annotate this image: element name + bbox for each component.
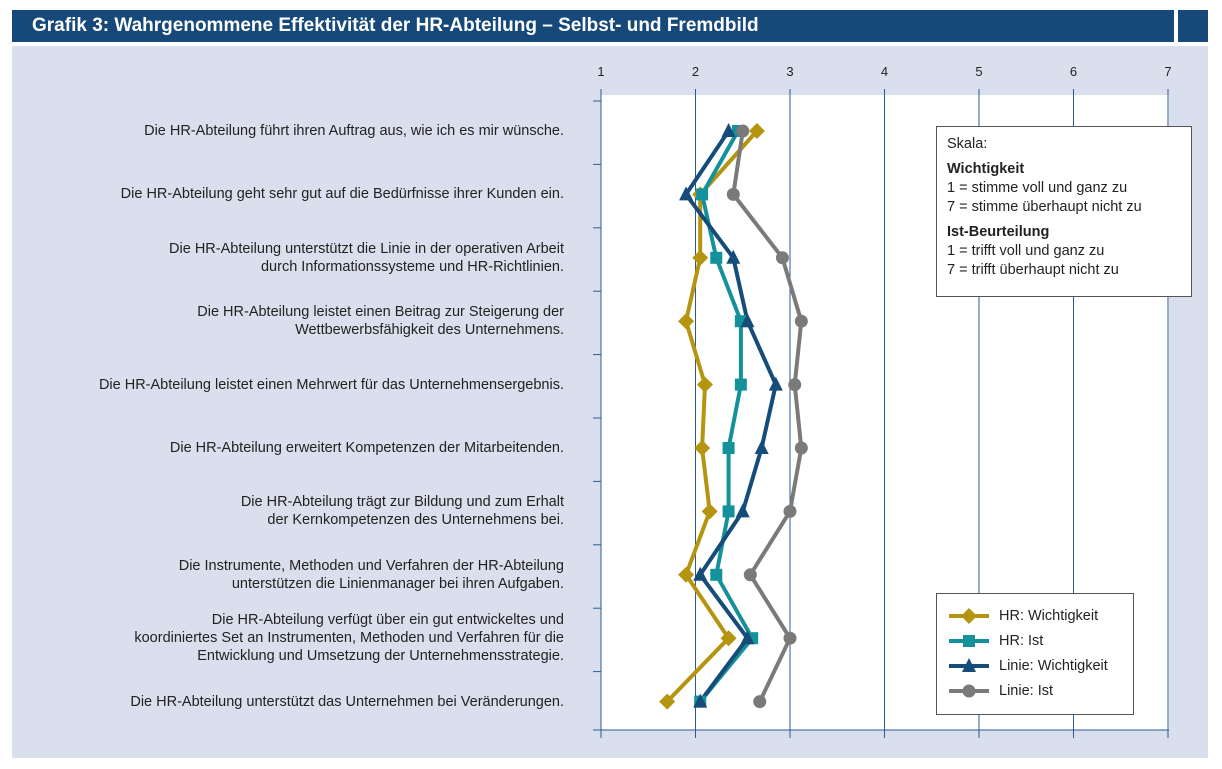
legend-swatch-marker <box>963 685 976 698</box>
x-tick-label: 4 <box>880 64 889 79</box>
scale-actual-line1: 1 = trifft voll und ganz zu <box>947 243 1105 259</box>
data-point <box>702 503 718 519</box>
data-point <box>697 377 713 393</box>
legend-swatch <box>947 631 991 651</box>
legend-swatch <box>947 606 991 626</box>
chart-legend <box>936 593 1134 715</box>
data-point <box>744 568 757 581</box>
data-point <box>735 379 747 391</box>
category-label-line: Die Instrumente, Methoden und Verfahren der HR-Abteilung <box>178 557 564 574</box>
category-label-line: Wettbewerbsfähigkeit des Unternehmens. <box>295 322 564 339</box>
x-tick-label: 1 <box>597 64 605 79</box>
data-point <box>692 250 708 266</box>
legend-swatch <box>947 656 991 676</box>
category-label-line: Entwicklung und Umsetzung der Unternehmensstrategie. <box>197 648 564 665</box>
data-point <box>696 188 708 200</box>
legend-label: HR: Ist <box>999 633 1044 649</box>
legend-label: Linie: Ist <box>999 683 1053 699</box>
category-label-line: Die HR-Abteilung geht sehr gut auf die Bedürfnisse ihrer Kunden ein. <box>120 186 564 203</box>
category-label-line: unterstützen die Linienmanager bei ihren Aufgaben. <box>231 575 564 592</box>
data-point <box>784 632 797 645</box>
scale-importance-heading: Wichtigkeit <box>947 161 1025 177</box>
category-label-line: Die HR-Abteilung führt ihren Auftrag aus, wie ich es mir wünsche. <box>144 123 564 139</box>
data-point <box>723 442 735 454</box>
scale-importance-line2: 7 = stimme überhaupt nicht zu <box>947 199 1142 215</box>
data-point <box>736 125 749 138</box>
category-label-line: Die HR-Abteilung unterstützt die Linie in der operativen Arbeit <box>169 240 564 257</box>
legend-swatch <box>947 681 991 701</box>
x-tick-label: 5 <box>975 64 983 79</box>
x-tick-label: 3 <box>786 64 794 79</box>
legend-swatch-marker <box>963 635 975 647</box>
data-point <box>769 377 783 391</box>
category-label-line: Die HR-Abteilung leistet einen Beitrag zur Steigerung der <box>197 304 564 321</box>
data-point <box>710 569 722 581</box>
category-label-line: Die HR-Abteilung erweitert Kompetenzen der Mitarbeitenden. <box>169 440 564 456</box>
data-point <box>727 188 740 201</box>
scale-title: Skala: <box>947 136 988 152</box>
legend-item <box>947 679 1053 703</box>
data-point <box>694 440 710 456</box>
data-point <box>795 315 808 328</box>
scale-box <box>936 126 1192 297</box>
data-point <box>776 251 789 264</box>
category-label-line: der Kernkompetenzen des Unternehmens bei. <box>267 512 564 529</box>
x-tick-label: 2 <box>691 64 700 79</box>
legend-swatch-marker <box>961 608 977 624</box>
category-label-line: koordiniertes Set an Instrumenten, Methoden und Verfahren für die <box>134 630 564 647</box>
legend-label: HR: Wichtigkeit <box>999 608 1099 624</box>
scale-actual-line2: 7 = trifft überhaupt nicht zu <box>947 262 1119 278</box>
scale-actual-heading: Ist-Beurteilung <box>947 224 1050 240</box>
category-label-line: Die HR-Abteilung unterstützt das Unternehmen bei Veränderungen. <box>130 693 564 710</box>
x-tick-label: 6 <box>1069 64 1078 79</box>
data-point <box>723 505 735 517</box>
data-point <box>736 503 750 517</box>
chart-title: Grafik 3: Wahrgenommene Effektivität der HR-Abteilung – Selbst- und Fremdbild <box>32 15 759 36</box>
category-label-line: Die HR-Abteilung verfügt über ein gut entwickeltes und <box>211 612 564 629</box>
data-point <box>788 378 801 391</box>
legend-label: Linie: Wichtigkeit <box>999 658 1108 674</box>
data-point <box>755 440 769 454</box>
legend-item <box>947 654 1108 678</box>
data-point <box>710 252 722 264</box>
data-point <box>753 695 766 708</box>
series-line <box>667 131 757 702</box>
x-tick-label: 7 <box>1164 64 1172 79</box>
category-label-line: Die HR-Abteilung leistet einen Mehrwert für das Unternehmensergebnis. <box>98 376 564 393</box>
data-point <box>784 505 797 518</box>
category-label-line: Die HR-Abteilung trägt zur Bildung und zum Erhalt <box>240 494 564 511</box>
data-point <box>795 442 808 455</box>
category-label-line: durch Informationssysteme und HR-Richtlinien. <box>260 258 564 275</box>
legend-item <box>947 604 1098 628</box>
scale-importance-line1: 1 = stimme voll und ganz zu <box>947 180 1128 196</box>
data-point <box>678 313 694 329</box>
series-line <box>700 131 752 702</box>
legend-item <box>947 629 1043 653</box>
